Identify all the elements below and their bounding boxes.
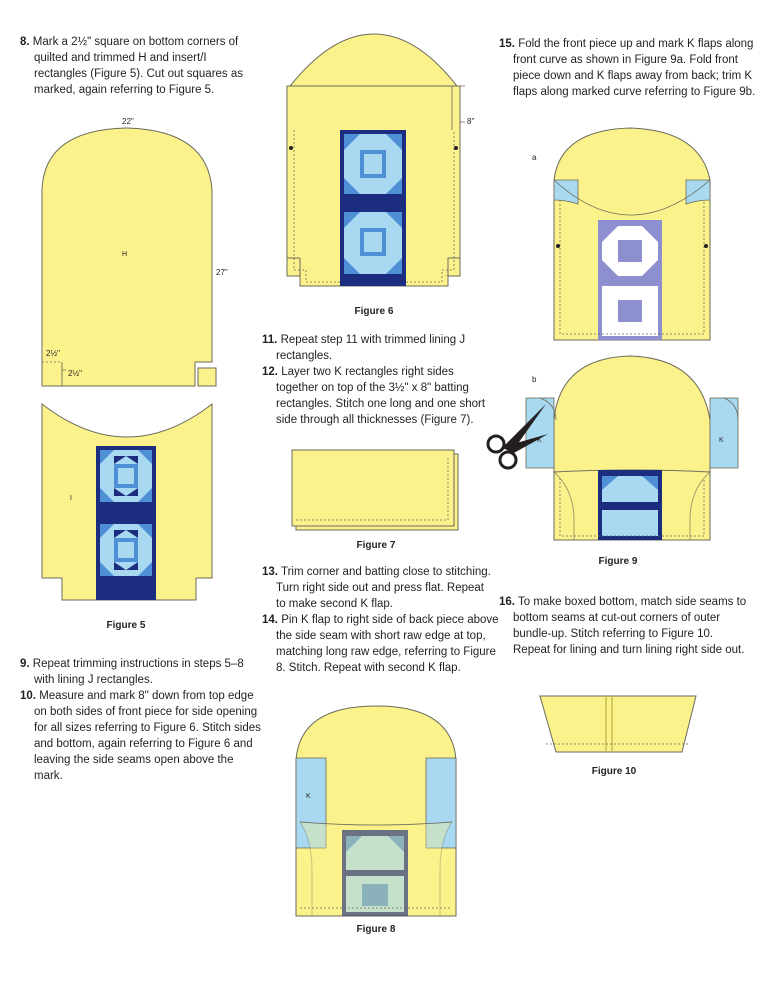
piece-i-label: I bbox=[70, 495, 72, 502]
figure-7-caption: Figure 7 bbox=[356, 540, 396, 551]
figure-9-caption: Figure 9 bbox=[598, 556, 638, 567]
figure-10-caption: Figure 10 bbox=[591, 766, 637, 777]
step-text: Measure and mark 8" down from top edge on both sides of front piece for side opening for all sizes referring to Figure 6. Stitch sides and bottom, again referring to Figure 6 and leaving the side seams open above the mark. bbox=[34, 690, 261, 782]
flap-left-label: K bbox=[537, 437, 542, 444]
step-number: 15. bbox=[499, 38, 515, 50]
flap-k-label: K bbox=[306, 793, 311, 800]
figure-6-caption: Figure 6 bbox=[354, 306, 394, 317]
figure-8-caption: Figure 8 bbox=[356, 924, 396, 935]
fig9-label-b: b bbox=[532, 375, 537, 384]
step-text: To make boxed bottom, match side seams to bottom seams at cut-out corners of outer bundle-up. Stitch referring to Figure 10. Repeat for lining and turn lining right side out. bbox=[513, 596, 747, 656]
fig9-label-a: a bbox=[532, 153, 537, 162]
step-number: 13. bbox=[262, 566, 278, 578]
corner-label-b: 2½" bbox=[68, 369, 82, 378]
step-number: 14. bbox=[262, 614, 278, 626]
mark-8in-label: 8" bbox=[467, 117, 475, 126]
step-text: Trim corner and batting close to stitching. Turn right side out and press flat. Repeat to make second K flap. bbox=[276, 566, 491, 610]
step-number: 10. bbox=[20, 690, 36, 702]
step-text: Repeat trimming instructions in steps 5–8 with lining J rectangles. bbox=[32, 658, 244, 686]
step-text: Fold the front piece up and mark K flaps along front curve as shown in Figure 9a. Fold front piece down and K flaps away from back; trim K flaps along marked curve referring to Figure 9b. bbox=[513, 38, 756, 98]
width-label: 22" bbox=[122, 117, 134, 126]
height-label: 27" bbox=[216, 268, 228, 277]
step-text: Repeat step 11 with trimmed lining J rectangles. bbox=[276, 334, 466, 362]
step-number: 11. bbox=[262, 334, 278, 346]
step-number: 12. bbox=[262, 366, 278, 378]
step-text: Pin K flap to right side of back piece above the side seam with short raw edge at top, matching long raw edge, referring to Figure 8. Stitch. Repeat with second K flap. bbox=[276, 614, 499, 674]
step-number: 8. bbox=[20, 36, 30, 48]
flap-right-label: K bbox=[719, 437, 724, 444]
step-text: Layer two K rectangles right sides together on top of the 3½" x 8" batting rectangles. Stitch one long and one short side through all thicknesses (Figure 7). bbox=[276, 366, 486, 426]
step-number: 16. bbox=[499, 596, 515, 608]
step-text: Mark a 2½" square on bottom corners of quilted and trimmed H and insert/I rectangles (Figure 5). Cut out squares as marked, again referring to Figure 5. bbox=[32, 36, 244, 96]
corner-label-a: 2½" bbox=[46, 349, 60, 358]
piece-h-label: H bbox=[122, 251, 128, 258]
step-number: 9. bbox=[20, 658, 30, 670]
figure-5-caption: Figure 5 bbox=[106, 620, 146, 631]
